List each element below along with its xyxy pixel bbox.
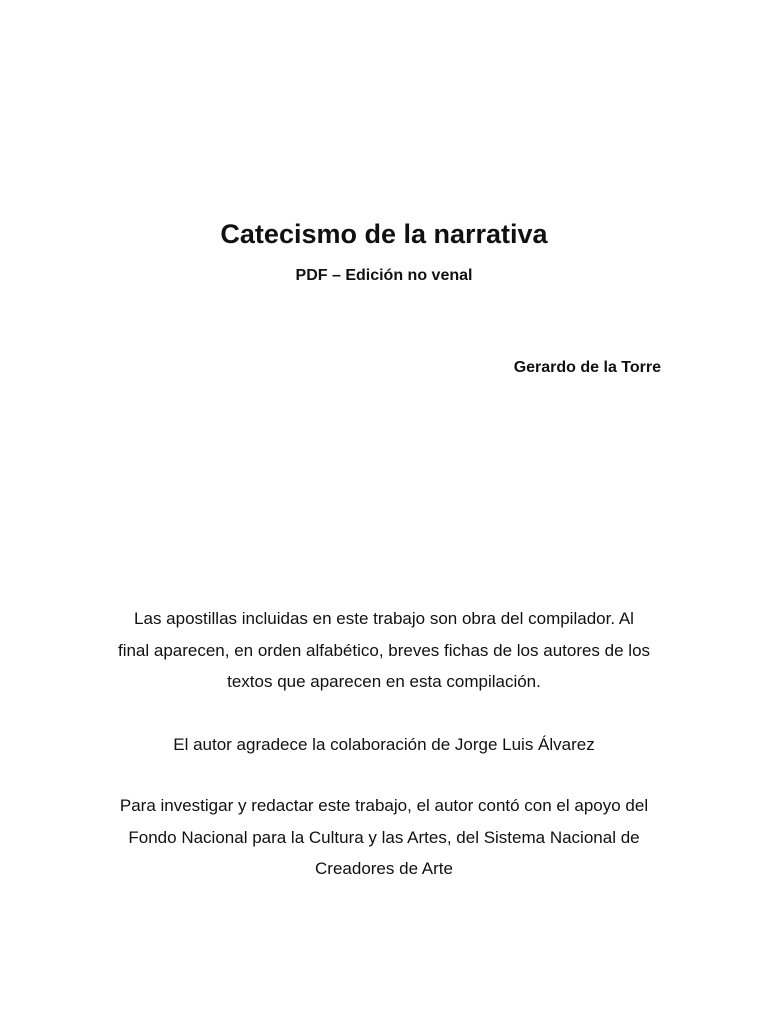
paragraph-line: textos que aparecen en esta compilación. (227, 672, 541, 691)
paragraph-line: Para investigar y redactar este trabajo, el autor contó con el apoyo del (119, 796, 649, 815)
document-subtitle: PDF – Edición no venal (295, 267, 473, 284)
paragraph-funding (96, 790, 672, 885)
document-title: Catecismo de la narrativa (220, 219, 548, 249)
paragraph-line: Creadores de Arte (315, 859, 453, 878)
paragraph-apostillas (96, 603, 672, 698)
paragraph-line: Las apostillas incluidas en este trabajo son obra del compilador. Al (134, 609, 634, 628)
paragraph-line: Fondo Nacional para la Cultura y las Artes, del Sistema Nacional de (128, 827, 640, 847)
paragraph-line: El autor agradece la colaboración de Jorge Luis Álvarez (173, 735, 595, 754)
paragraph-line: final aparecen, en orden alfabético, breves fichas de los autores de los (117, 640, 651, 660)
author-name: Gerardo de la Torre (513, 359, 661, 376)
paragraph-acknowledgement (96, 729, 672, 761)
